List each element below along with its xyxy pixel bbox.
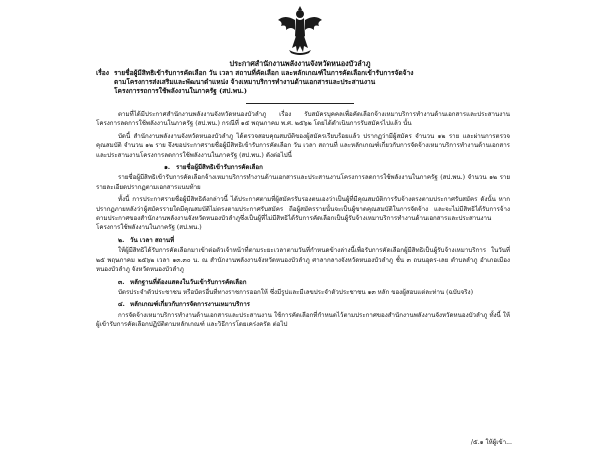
section-3-text: บัตรประจำตัวประชาชน หรือบัตรอื่นที่ทางราชการออกให้ ซึ่งมีรูปและมีเลขประจำตัวประชาชน ๑๓ หลัก ของผู้สอบแต่ละท่าน (ฉบับจริง): [118, 288, 473, 296]
section-2-title: วัน เวลา สถานที่: [130, 236, 175, 244]
section-3-title: หลักฐานที่ต้องแสดงในวันเข้ารับการคัดเลือก: [130, 278, 247, 286]
section-2-text: ให้ผู้มีสิทธิได้รับการคัดเลือกมาเข้าต่อตัวเจ้าหน้าที่ตามระยะเวลาตามวันที่กำหนดข้างล่างนี้เพื่อรับการคัดเลือกผู้มีสิทธิเป็นผู้รับจ้างเหมาบริการ ในวันที่ ๒๕ พฤษภาคม ๒๕๖๒ เวลา ๑๓.๓๐ น. ณ สำนักงานพลังงานจังหวัดหนองบัวลำภู ศาลากลางจังหวัดหนองบัวลำภู ชั้น ๓ ถนนอุดร-เลย ตำบลลำภู อำเภอเมืองหนองบัวลำภู จังหวัดหนองบัวลำภู: [96, 247, 510, 274]
section-1-title: รายชื่อผู้มีสิทธิเข้ารับการคัดเลือก: [176, 164, 263, 172]
subject-line-1: รายชื่อผู้มีสิทธิเข้ารับการคัดเลือก วัน เวลา สถานที่คัดเลือก และหลักเกณฑ์ในการคัดเลือกเข้ารับการจัดจ้าง: [114, 69, 414, 77]
section-1-note: ทั้งนี้ การประกาศรายชื่อผู้มีสิทธิดังกล่าวนี้ ได้ประกาศตามที่ผู้สมัครรับรองตนเองว่าเป็นผู้ที่มีคุณสมบัติการรับจ้างตรงตามประกาศรับสมัคร ดังนั้น หากปรากฏภายหลังว่าผู้สมัครรายใดมีคุณสมบัติไม่ตรงตามประกาศรับสมัคร ถือผู้สมัครรายนั้นจะเป็นผู้ขาดคุณสมบัติในการจัดจ้าง และจะไม่มีสิทธิได้รับการจ้างตามประกาศของสำนักงานพลังงานจังหวัดหนองบัวลำภูซึ่งเป็นผู้ที่ไม่มีสิทธิได้รับการคัดเลือกเป็นผู้รับจ้างเหมาบริการทำงานด้านเอกสารและประสานงานโครงการใช้พลังงานในภาครัฐ (สป.พน.): [96, 196, 510, 232]
document-subject: [96, 69, 506, 97]
intro-paragraph: ตามที่ได้มีประกาศสำนักงานพลังงานจังหวัดหนองบัวลำภู เรื่อง รับสมัครบุคคลเพื่อคัดเลือกจ้างเหมาบริการทำงานด้านเอกสารและประสานงานโครงการลดการใช้พลังงานในภาครัฐ (สป.พน.) กรณีที่ ๑๕ พฤษภาคม พ.ศ. ๒๕๖๒ โดยได้ดำเนินการรับสมัครไปแล้ว นั้น: [96, 111, 510, 128]
section-1-number: ๑.: [164, 164, 171, 172]
section-1-text: รายชื่อผู้มีสิทธิเข้ารับการคัดเลือกจ้างเหมาบริการทำงานด้านเอกสารและประสานงานโครงการลดการใช้พลังงานในภาครัฐ (สป.พน.) จำนวน ๑๒ ราย รายละเอียดปรากฏตามเอกสารแนบท้าย: [96, 174, 510, 191]
section-4-number: ๔.: [118, 301, 125, 309]
header-divider: [246, 103, 354, 104]
section-4-text: การจัดจ้างเหมาบริการทำงานด้านเอกสารและประสานงาน ใช้การคัดเลือกที่กำหนดไว้ตามประกาศของสำนักงานพลังงานจังหวัดหนองบัวลำภู ทั้งนี้ ให้ผู้เข้ารับการคัดเลือกปฏิบัติตามหลักเกณฑ์ และวิธีการโดยเคร่งครัด ต่อไป: [96, 311, 510, 329]
section-3-heading: [96, 278, 510, 287]
section-4-title: หลักเกณฑ์เกี่ยวกับการจัดการงานเหมาบริการ: [130, 301, 250, 309]
document-title: ประกาศสำนักงานพลังงานจังหวัดหนองบัวลำภู: [229, 59, 371, 68]
section-2-number: ๒.: [118, 236, 125, 244]
document-body: [96, 110, 510, 333]
subject-line-2: ตามโครงการส่งเสริมและพัฒนาตำแหน่ง จ้างเหมาบริการทำงานด้านเอกสารและประสานงาน: [114, 78, 376, 87]
section-1-heading: [96, 163, 510, 172]
page-continuation: /๕.๑ ให้ผู้เข้า...: [470, 439, 512, 446]
section-2-heading: [96, 236, 510, 245]
subject-line-3: โครงการรถการใช้พลังงานในภาครัฐ (สป.พน.): [114, 87, 248, 96]
section-4-heading: [96, 300, 510, 309]
garuda-emblem-icon: [277, 6, 323, 56]
subject-label: เรื่อง: [96, 69, 109, 77]
announcement-paragraph: บัดนี้ สำนักงานพลังงานจังหวัดหนองบัวลำภู ได้ตรวจสอบคุณสมบัติของผู้สมัครเรียบร้อยแล้ว ปรากฏว่ามีผู้สมัคร จำนวน ๑๒ ราย และผ่านการตรวจคุณสมบัติ จำนวน ๑๒ ราย จึงขอประกาศรายชื่อผู้มีสิทธิเข้ารับการคัดเลือก วัน เวลา สถานที่ และหลักเกณฑ์เกี่ยวกับการจัดจ้างเหมาบริการทำงานด้านเอกสารและประสานงานโครงการลดการใช้พลังงานในภาครัฐ (สป.พน.) ดังต่อไปนี้: [96, 132, 510, 159]
section-3-number: ๓.: [118, 278, 125, 286]
